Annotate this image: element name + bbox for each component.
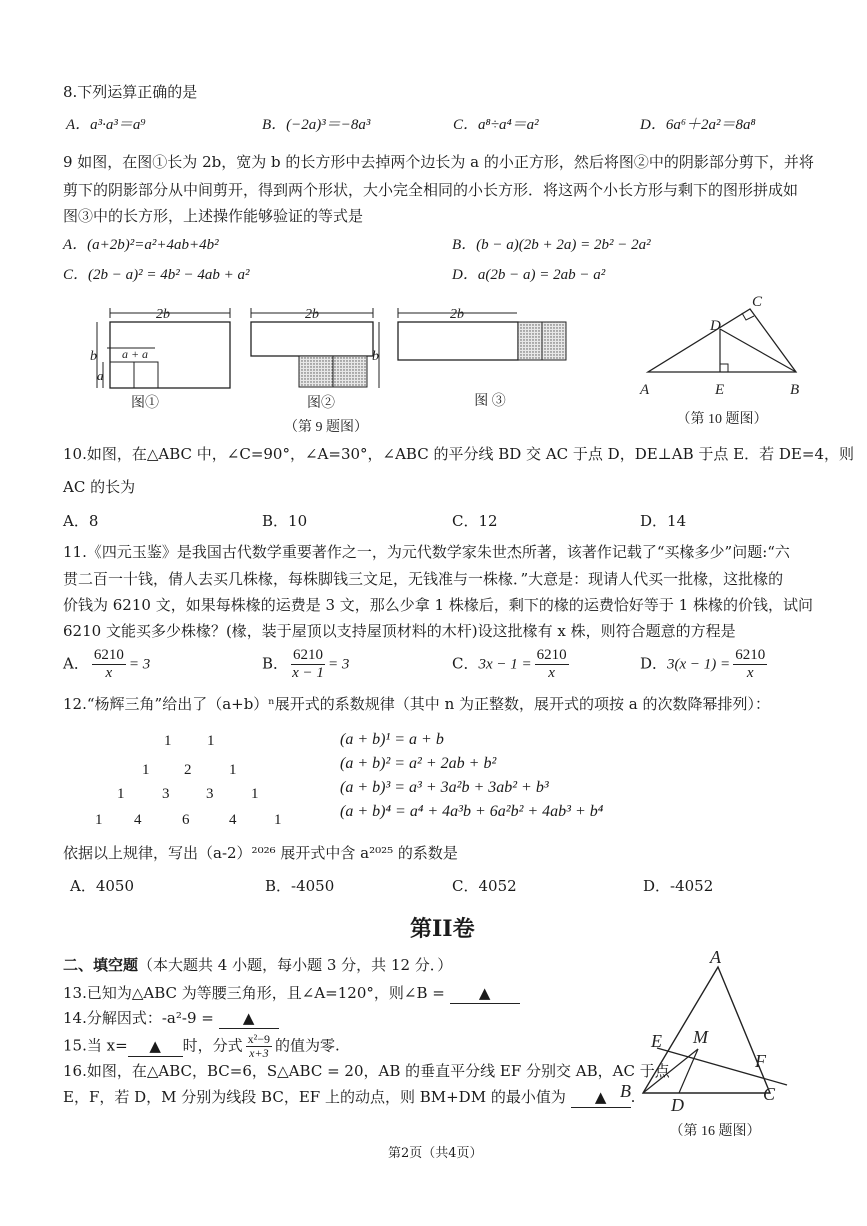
triangle-cell: 3 [162, 786, 170, 802]
triangle-cell: 4 [229, 812, 237, 828]
triangle-cell: 1 [274, 812, 282, 828]
part-2-title: 第II卷 [410, 916, 475, 942]
q12-option-a: A．4050 [70, 877, 135, 895]
q9-option-d: D．a(2b − a) = 2ab − a² [452, 267, 606, 283]
triangle-cell: 1 [207, 733, 215, 749]
fig16-point-m: M [693, 1027, 708, 1047]
fig16-point-f: F [755, 1051, 766, 1071]
q13-answer-blank[interactable]: ▲ [450, 983, 520, 1004]
q10-line-1: 10.如图，在△ABC 中，∠C=90°，∠A=30°，∠ABC 的平分线 BD 交 AC 于点 D，DE⊥AB 于点 E．若 DE=4，则 [63, 445, 854, 463]
fig16-point-b: B [620, 1081, 631, 1101]
q9-line-3: 图③中的长方形，上述操作能够验证的等式是 [63, 207, 364, 225]
fig10-point-d: D [710, 318, 721, 334]
fig10-point-c: C [752, 294, 763, 310]
q10-option-d: D．14 [640, 512, 687, 530]
q12-option-b: B．-4050 [265, 877, 335, 895]
fig16-point-a: A [710, 947, 721, 967]
triangle-cell: 1 [229, 762, 237, 778]
q11-line-1: 11.《四元玉鉴》是我国古代数学重要著作之一，为元代数学家朱世杰所著，该著作记载了“买椽多少”问题:“六 [63, 543, 790, 561]
q8-option-c: C．a⁸÷a⁴＝a² [453, 117, 539, 133]
q9-line-2: 剪下的阴影部分从中间剪开，得到两个形状，大小完全相同的小长方形．将这两个小长方形与剩下的图形拼成如 [63, 181, 799, 199]
q16-line-2: E，F，若 D，M 分别为线段 BC，EF 上的动点，则 BM+DM 的最小值为 ▲ . [63, 1088, 636, 1106]
fig3-2b-label: 2b [450, 307, 464, 322]
fig9-caption: （第 9 题图） [284, 420, 368, 435]
q10-option-a: A．8 [63, 512, 99, 530]
triangle-cell: 3 [206, 786, 214, 802]
fig1-label: 图① [131, 396, 159, 411]
q9-figure [85, 300, 585, 440]
q16-figure [615, 945, 800, 1145]
q9-line-1: 9 如图，在图①长为 2b，宽为 b 的长方形中去掉两个边长为 a 的小正方形，然后将图②中的阴影部分剪下，并将 [63, 153, 814, 171]
q9-option-a: A．(a+2b)²=a²+4ab+4b² [63, 237, 219, 253]
q11-option-c: C．3x − 1 = $\frac{6210}{x}$ [452, 647, 567, 681]
fig16-point-e: E [651, 1031, 662, 1051]
q8-option-b: B．(−2a)³＝−8a³ [262, 117, 371, 133]
fig10-point-a: A [640, 382, 650, 398]
fig3-label: 图 ③ [474, 394, 506, 409]
fig2-2b-label: 2b [305, 307, 319, 322]
q8-stem: 8.下列运算正确的是 [63, 83, 198, 101]
triangle-cell: 2 [184, 762, 192, 778]
q14-answer-blank[interactable]: ▲ [219, 1008, 279, 1029]
triangle-cell: 1 [164, 733, 172, 749]
fig1-2b-label: 2b [156, 307, 170, 322]
fig1-b-label: b [90, 349, 97, 364]
q8-option-d: D．6a⁶＋2a²＝8a⁸ [640, 117, 756, 133]
fill-header: 二、填空题（本大题共 4 小题，每小题 3 分，共 12 分．） [63, 956, 453, 974]
fig2-label: 图② [307, 396, 335, 411]
fig10-point-b: B [790, 382, 800, 398]
q12-option-d: D．-4052 [643, 877, 714, 895]
triangle-cell: 4 [134, 812, 142, 828]
fig10-caption: （第 10 题图） [676, 412, 768, 427]
q11-option-a: A． $\frac{6210}{x}$ = 3 [63, 647, 151, 681]
q15-answer-blank[interactable]: ▲ [128, 1036, 183, 1057]
q12-rule: 依据以上规律，写出（a-2）²⁰²⁶ 展开式中含 a²⁰²⁵ 的系数是 [63, 844, 458, 862]
expansion-1: (a + b)¹ = a + b [340, 731, 444, 748]
expansion-2: (a + b)² = a² + 2ab + b² [340, 755, 497, 772]
q13: 13.已知为△ABC 为等腰三角形，且∠A=120°，则∠B = ▲ [63, 983, 520, 1004]
q11-option-b: B． $\frac{6210}{x - 1}$ = 3 [262, 647, 350, 681]
page-footer: 第2页（共4页） [388, 1146, 483, 1161]
q9-option-c: C．(2b − a)² = 4b² − 4ab + a² [63, 267, 250, 283]
triangle-cell: 1 [117, 786, 125, 802]
fig16-point-d: D [671, 1095, 684, 1115]
q11-line-2: 贯二百一十钱，倩人去买几株椽，每株脚钱三文足，无钱准与一株椽．”大意是：现请人代买一批椽，这批椽的 [63, 570, 784, 588]
fig16-caption: （第 16 题图） [669, 1124, 761, 1139]
triangle-cell: 6 [182, 812, 190, 828]
q10-figure [630, 292, 815, 437]
q12-line-1: 12.“杨辉三角”给出了（a+b）ⁿ展开式的系数规律（其中 n 为正整数，展开式的项按 a 的次数降幂排列）： [63, 695, 770, 713]
fig1-a-plus-a-label: a + a [121, 347, 149, 361]
q12-option-c: C．4052 [452, 877, 517, 895]
q16-line-1: 16.如图，在△ABC，BC=6，S△ABC = 20，AB 的垂直平分线 EF 分别交 AB，AC 于点 [63, 1062, 670, 1080]
q10-option-c: C．12 [452, 512, 498, 530]
q10-option-b: B．10 [262, 512, 308, 530]
q8-option-a: A．a³·a³＝a⁹ [66, 117, 146, 133]
q9-option-b: B．(b − a)(2b + 2a) = 2b² − 2a² [452, 237, 651, 253]
q15: 15.当 x= ▲ 时，分式 $\frac{\text{x²−9}}{x+3}$ 的值为零. [63, 1032, 340, 1060]
fig3-rect [398, 308, 566, 360]
q14: 14.分解因式：-a²-9 = ▲ [63, 1008, 279, 1029]
expansion-4: (a + b)⁴ = a⁴ + 4a³b + 6a²b² + 4ab³ + b⁴ [340, 803, 604, 820]
triangle-cell: 1 [95, 812, 103, 828]
q16-answer-blank[interactable]: ▲ [571, 1087, 631, 1108]
fig2-b-label: b [372, 349, 379, 364]
fig1-a-label: a [97, 368, 104, 383]
q11-line-4: 6210 文能买多少株椽？(椽，装于屋顶以支持屋顶材料的木杆)设这批椽有 x 株，则符合题意的方程是 [63, 622, 736, 640]
fig16-point-c: C [763, 1084, 776, 1104]
fig10-point-e: E [715, 382, 725, 398]
triangle-cell: 1 [251, 786, 259, 802]
expansion-3: (a + b)³ = a³ + 3a²b + 3ab² + b³ [340, 779, 549, 796]
q11-line-3: 价钱为 6210 文，如果每株椽的运费是 3 文，那么少拿 1 株椽后，剩下的椽的运费恰好等于 1 株椽的价钱，试问 [63, 596, 813, 614]
q10-line-2: AC 的长为 [63, 478, 136, 496]
q11-option-d: D．3(x − 1) = $\frac{6210}{x}$ [640, 647, 766, 681]
triangle-cell: 1 [142, 762, 150, 778]
